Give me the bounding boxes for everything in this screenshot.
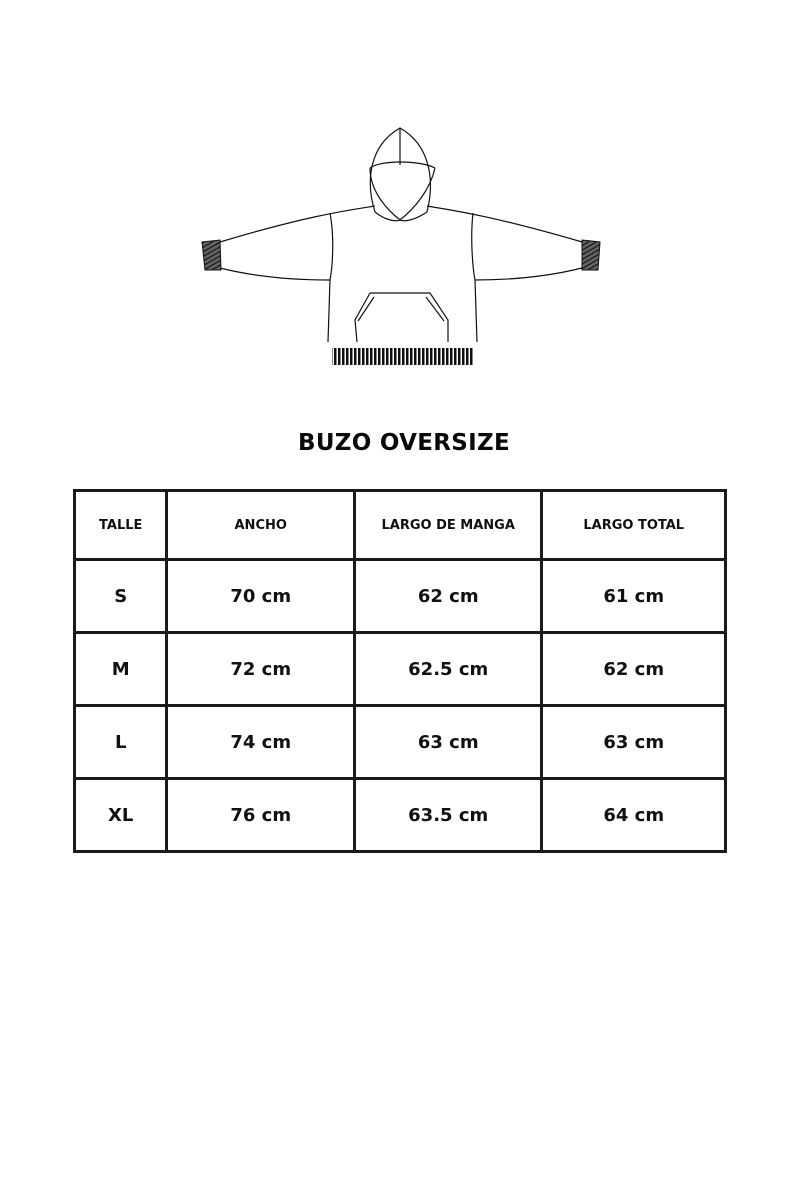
- largo-total-cell: 64 cm: [542, 779, 726, 852]
- largo-manga-cell: 63.5 cm: [354, 779, 542, 852]
- table-row: [75, 560, 726, 633]
- header-ancho: ANCHO: [167, 491, 354, 560]
- largo-total-cell: 61 cm: [542, 560, 726, 633]
- ancho-cell: 70 cm: [167, 560, 354, 633]
- hoodie-illustration-icon: [190, 120, 610, 380]
- header-talle: TALLE: [75, 491, 167, 560]
- ancho-cell: 74 cm: [167, 706, 354, 779]
- largo-total-cell: 63 cm: [542, 706, 726, 779]
- ancho-cell: 72 cm: [167, 633, 354, 706]
- largo-total-cell: 62 cm: [542, 633, 726, 706]
- page-title: BUZO OVERSIZE: [297, 430, 510, 456]
- table-row: [75, 779, 726, 852]
- table-row: [75, 633, 726, 706]
- size-cell: M: [75, 633, 167, 706]
- ancho-cell: 76 cm: [167, 779, 354, 852]
- largo-manga-cell: 63 cm: [354, 706, 542, 779]
- size-cell: L: [75, 706, 167, 779]
- largo-manga-cell: 62.5 cm: [354, 633, 542, 706]
- size-cell: XL: [75, 779, 167, 852]
- header-largo-manga: LARGO DE MANGA: [354, 491, 542, 560]
- largo-manga-cell: 62 cm: [354, 560, 542, 633]
- table-row: [75, 706, 726, 779]
- header-largo-total: LARGO TOTAL: [542, 491, 726, 560]
- size-chart-table: [73, 489, 727, 853]
- table-header-row: [75, 491, 726, 560]
- size-cell: S: [75, 560, 167, 633]
